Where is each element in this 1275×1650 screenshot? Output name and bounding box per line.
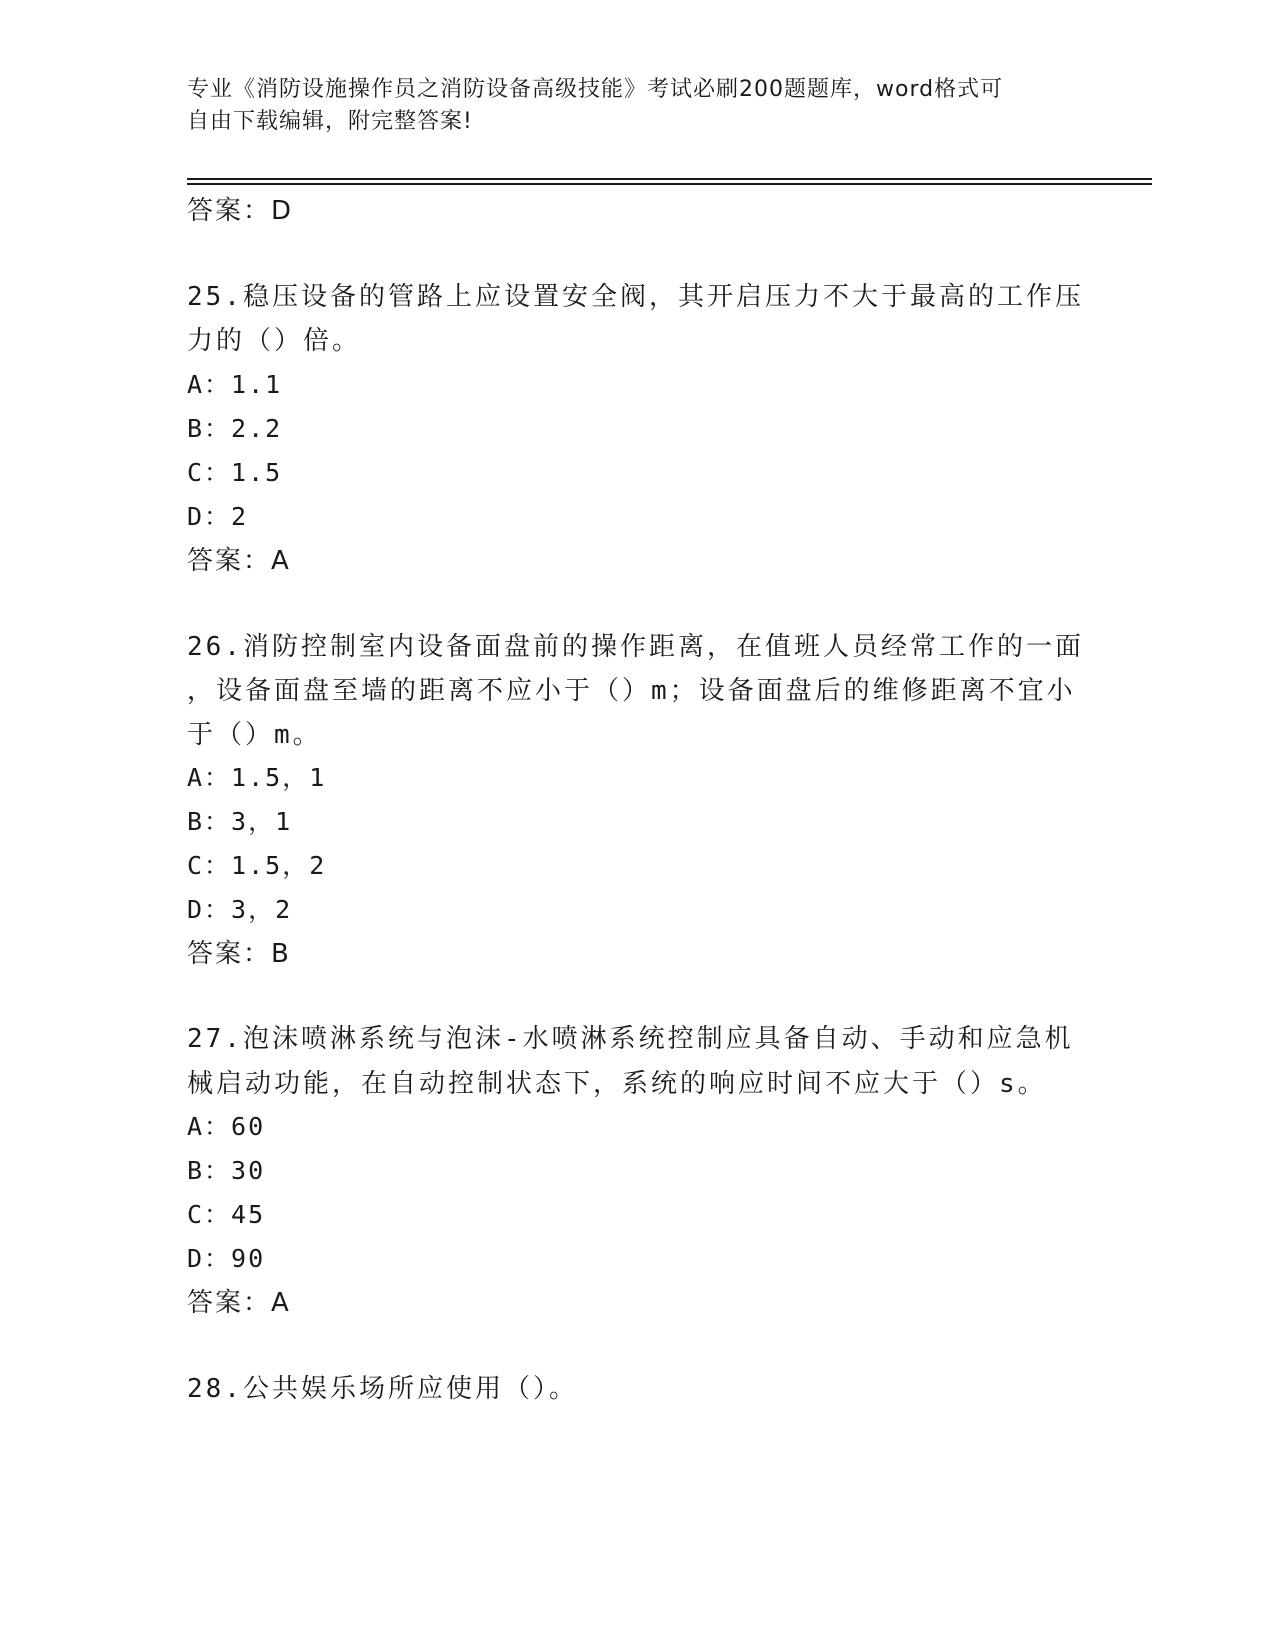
question-text: ，设备面盘至墙的距离不应小于（）m；设备面盘后的维修距离不宜小 <box>187 676 1076 706</box>
question-text: 25.稳压设备的管路上应设置安全阀，其开启压力不大于最高的工作压 <box>187 282 1084 312</box>
option-d: D：90 <box>187 1244 266 1273</box>
question-text: 力的（）倍。 <box>187 326 362 356</box>
option-b: B：2.2 <box>187 414 283 443</box>
option-d: D：3，2 <box>187 895 293 924</box>
option-a: A：60 <box>187 1112 266 1141</box>
header-divider <box>187 183 1152 185</box>
header-line: 自由下载编辑，附完整答案! <box>187 109 473 134</box>
option-b: B：3，1 <box>187 807 293 836</box>
option-c: C：1.5，2 <box>187 851 327 880</box>
question-text: 28.公共娱乐场所应使用（）。 <box>187 1374 578 1404</box>
header-line: 专业《消防设施操作员之消防设备高级技能》考试必刷200题题库，word格式可 <box>187 77 1004 102</box>
option-c: C：1.5 <box>187 458 283 487</box>
question-text: 械启动功能，在自动控制状态下，系统的响应时间不应大于（）s。 <box>187 1069 1047 1099</box>
question-text: 于（）m。 <box>187 720 322 750</box>
question-text: 26.消防控制室内设备面盘前的操作距离，在值班人员经常工作的一面 <box>187 632 1084 662</box>
option-c: C：45 <box>187 1200 266 1229</box>
document-header <box>187 74 1067 138</box>
header-divider <box>187 178 1152 180</box>
answer-line: 答案：A <box>187 1288 291 1318</box>
option-a: A：1.5，1 <box>187 763 327 792</box>
answer-line: 答案：B <box>187 939 291 969</box>
question-text: 27.泡沫喷淋系统与泡沫-水喷淋系统控制应具备自动、手动和应急机 <box>187 1024 1074 1054</box>
answer-line: 答案：D <box>187 196 294 226</box>
option-a: A：1.1 <box>187 370 283 399</box>
option-b: B：30 <box>187 1156 266 1185</box>
option-d: D：2 <box>187 502 249 531</box>
answer-line: 答案：A <box>187 546 291 576</box>
